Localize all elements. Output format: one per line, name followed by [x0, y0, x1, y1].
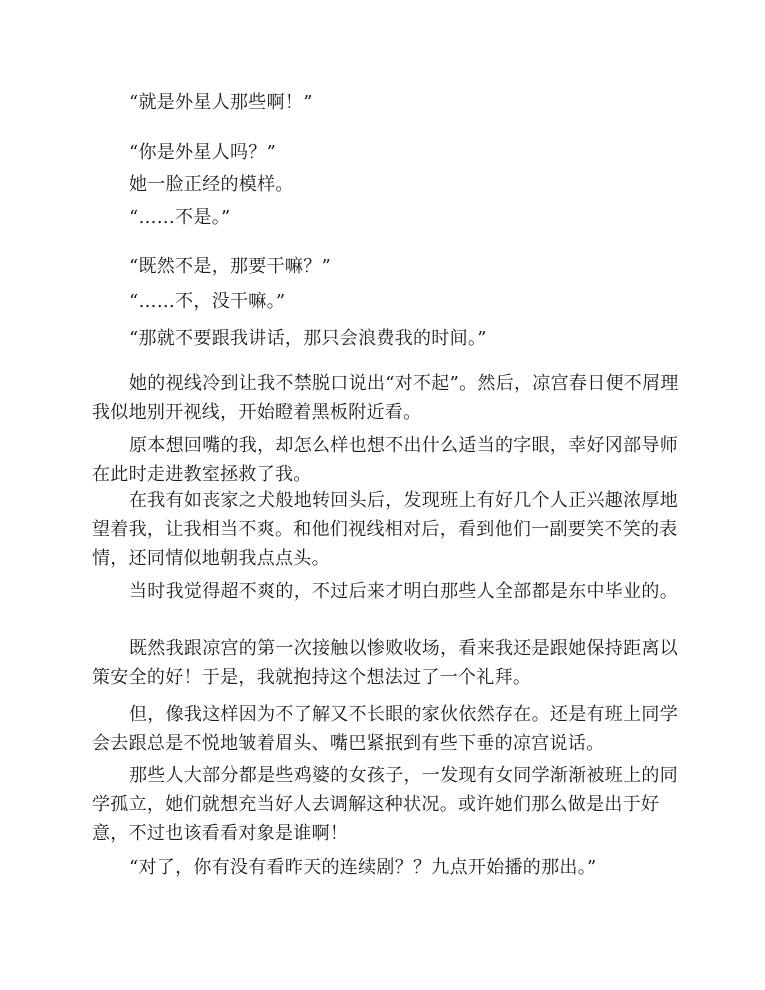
paragraph-12: 既然我跟凉宫的第一次接触以惨败收场，看来我还是跟她保持距离以策安全的好！于是，我就抱持这个想法过了一个礼拜。 [92, 638, 678, 688]
paragraph-13: 但，像我这样因为不了解又不长眼的家伙依然存在。还是有班上同学会去跟总是不悦地皱着眉头、嘴巴紧抿到有些下垂的凉宫说话。 [92, 704, 678, 754]
paragraph-9: 原本想回嘴的我，却怎么样也想不出什么适当的字眼，幸好冈部导师在此时走进教室拯救了我。 [92, 435, 678, 485]
paragraph-10: 在我有如丧家之犬般地转回头后，发现班上有好几个人正兴趣浓厚地望着我，让我相当不爽。和他们视线相对后，看到他们一副要笑不笑的表情，还同情似地朝我点点头。 [92, 490, 678, 569]
paragraph-11: 当时我觉得超不爽的，不过后来才明白那些人全部都是东中毕业的。 [129, 581, 678, 602]
paragraph-5: “既然不是，那要干嘛？” [129, 256, 332, 277]
paragraph-3: 她一脸正经的模样。 [129, 174, 294, 195]
paragraph-6: “……不，没干嘛。” [129, 291, 286, 312]
paragraph-1: “就是外星人那些啊！” [129, 92, 313, 113]
paragraph-14: 那些人大部分都是些鸡婆的女孩子，一发现有女同学渐渐被班上的同学孤立，她们就想充当好人去调解这种状况。或许她们那么做是出于好意，不过也该看看对象是谁啊！ [92, 765, 678, 844]
paragraph-7: “那就不要跟我讲话，那只会浪费我的时间。” [129, 328, 487, 349]
paragraph-4: “……不是。” [129, 207, 231, 228]
paragraph-15: “对了，你有没有看昨天的连续剧？？九点开始播的那出。” [129, 857, 597, 878]
paragraph-2: “你是外星人吗？” [129, 142, 277, 163]
paragraph-8: 她的视线冷到让我不禁脱口说出“对不起”。然后，凉宫春日便不屑理我似地别开视线，开始瞪着黑板附近看。 [92, 373, 679, 423]
